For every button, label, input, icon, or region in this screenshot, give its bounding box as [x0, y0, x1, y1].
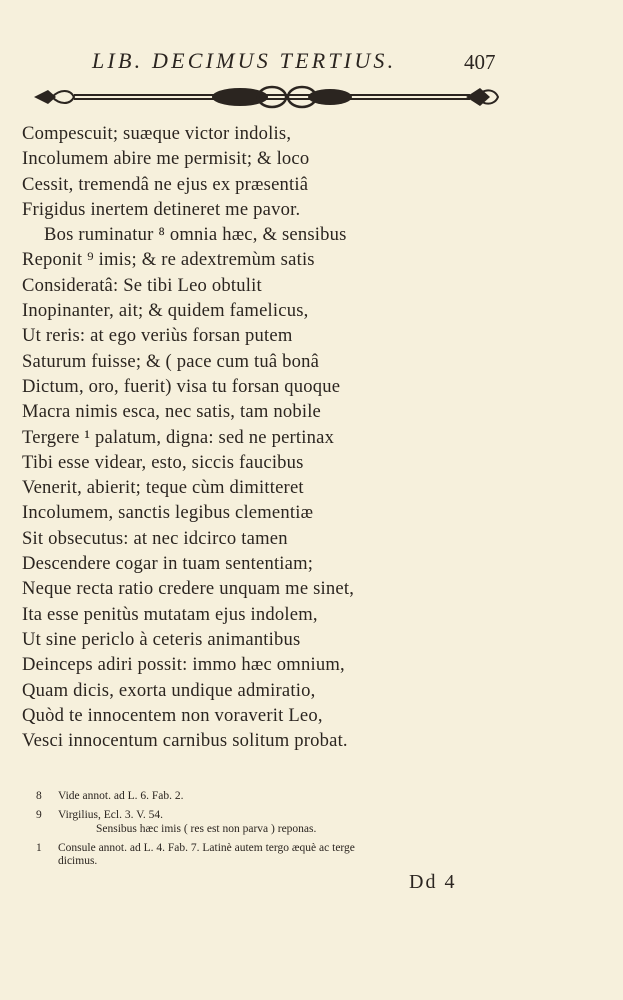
- verse-line: Compescuit; suæque victor indolis,: [22, 123, 292, 144]
- footnote-9: [36, 809, 506, 822]
- verse-text: [22, 121, 462, 753]
- footnote-marker: 9: [36, 809, 42, 822]
- verse-line: Neque recta ratio credere unquam me sinet,: [22, 578, 355, 600]
- verse-line: Cessit, tremendâ ne ejus ex præsentiâ: [22, 173, 309, 195]
- footnote-continuation: dicimus.: [58, 855, 98, 868]
- page-header: [0, 44, 623, 84]
- footnote-text: Vide annot. ad L. 6. Fab. 2.: [58, 790, 184, 802]
- footnotes: [36, 790, 506, 868]
- verse-line: Venerit, abierit; teque cùm dimitteret: [22, 477, 304, 499]
- verse-line: Deinceps adiri possit: immo hæc omnium,: [22, 654, 345, 676]
- footnote-8: [36, 790, 506, 803]
- verse-line: Bos ruminatur ⁸ omnia hæc, & sensibus: [44, 224, 347, 246]
- verse-line: Saturum fuisse; & ( pace cum tuâ bonâ: [22, 350, 320, 372]
- footnote-1: [36, 842, 506, 855]
- signature-mark: Dd 4: [409, 871, 457, 893]
- verse-line: Ita esse penitùs mutatam ejus indolem,: [22, 603, 318, 625]
- verse-line: Vesci innocentum carnibus solitum probat.: [22, 730, 348, 752]
- ornament-divider-icon: [30, 84, 500, 110]
- verse-line: Ut sine periclo à ceteris animantibus: [22, 628, 301, 650]
- verse-line: Sit obsecutus: at nec idcirco tamen: [22, 527, 288, 549]
- verse-line: Macra nimis esca, nec satis, tam nobile: [22, 401, 322, 423]
- footnote-marker: 1: [36, 841, 42, 854]
- verse-line: Incolumem, sanctis legibus clementiæ: [22, 502, 314, 524]
- verse-line: Descendere cogar in tuam sententiam;: [22, 553, 314, 575]
- verse-line: Frigidus inertem detineret me pavor.: [22, 198, 301, 220]
- page-number: 407: [464, 50, 496, 74]
- verse-line: Ut reris: at ego veriùs forsan putem: [22, 325, 293, 347]
- verse-line: Incolumem abire me permisit; & loco: [22, 148, 310, 170]
- verse-line: Tergere ¹ palatum, digna: sed ne pertinax: [22, 426, 335, 448]
- verse-line: Dictum, oro, fuerit) visa tu forsan quoque: [22, 375, 341, 397]
- running-title: LIB. DECIMUS TERTIUS.: [92, 48, 397, 73]
- verse-line: Inopinanter, ait; & quidem famelicus,: [22, 300, 309, 322]
- verse-line: Consideratâ: Se tibi Leo obtulit: [22, 274, 262, 296]
- verse-line: Quòd te innocentem non voraverit Leo,: [22, 704, 323, 726]
- verse-line: Quam dicis, exorta undique admiratio,: [22, 679, 316, 701]
- footnote-text: Consule annot. ad L. 4. Fab. 7. Latinè autem tergo æquè ac terge: [58, 841, 355, 854]
- verse-line: Tibi esse videar, esto, siccis faucibus: [22, 451, 304, 473]
- footnote-text: Virgilius, Ecl. 3. V. 54.: [58, 809, 164, 822]
- footnote-marker: 8: [36, 790, 42, 802]
- verse-line: Reponit ⁹ imis; & re adextremùm satis: [22, 249, 315, 271]
- footnote-quote: Sensibus hæc imis ( res est non parva ) reponas.: [96, 822, 317, 835]
